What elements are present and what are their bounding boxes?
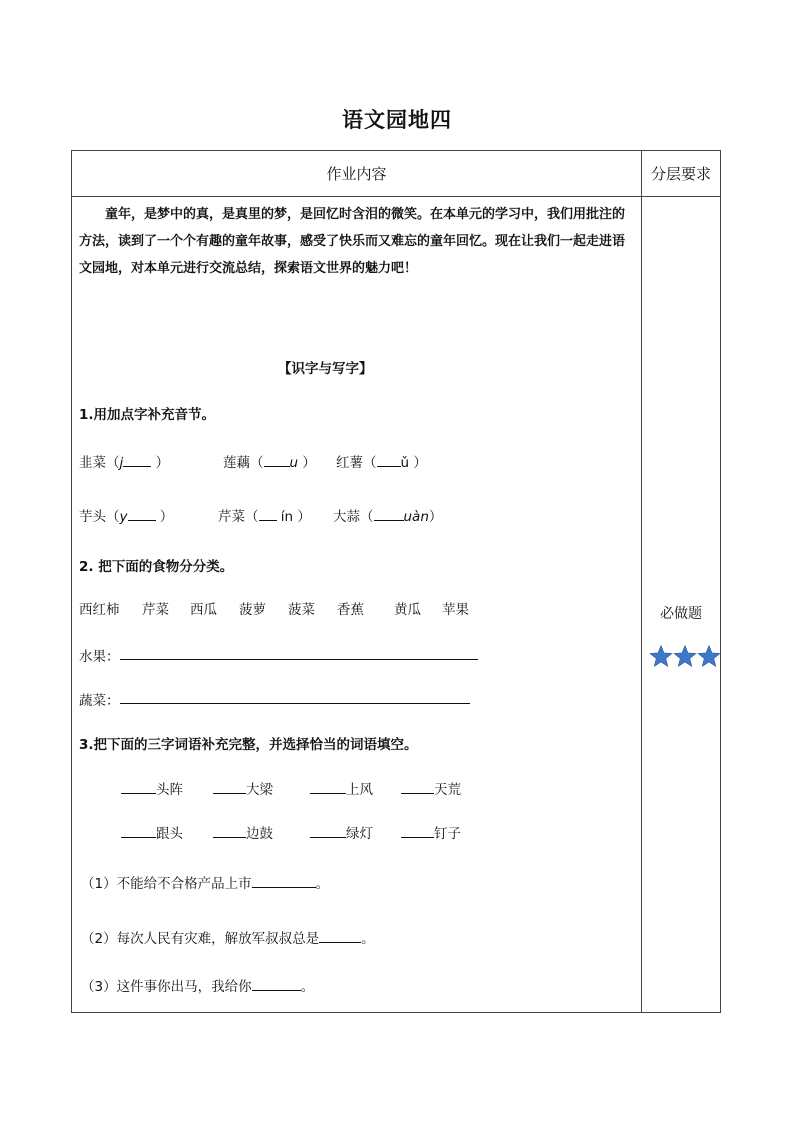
veg-label: 蔬菜： (79, 693, 120, 709)
food-item: 苹果 (442, 602, 469, 618)
food-item: 香蕉 (337, 602, 364, 618)
answer-blank[interactable] (121, 779, 156, 794)
word-item: 跟头 (121, 822, 183, 842)
fruit-label: 水果： (79, 649, 120, 665)
header-divider (72, 196, 720, 197)
word-item: 头阵 (121, 778, 183, 798)
header-level: 分层要求 (650, 165, 711, 183)
word-item: 钉子 (401, 822, 461, 842)
intro-paragraph: 童年，是梦中的真，是真里的梦，是回忆时含泪的微笑。在本单元的学习中，我们用批注的方法，读到了一个个有趣的童年故事，感受了快乐而又难忘的童年回忆。现在让我们一起走进语文园地，对本单元进行交流总结，探索语文世界的魅力吧！ (79, 207, 626, 276)
answer-blank[interactable] (319, 928, 361, 943)
q1-item: 莲藕（ u ） (223, 451, 316, 471)
section-heading: 【识字与写字】 (278, 361, 373, 377)
page-title: 语文园地四 (342, 108, 452, 132)
q1-item: 红薯（ ǔ ） (336, 451, 427, 471)
word-item: 大梁 (213, 778, 273, 798)
q1-title: 1.用加点字补充音节。 (79, 407, 216, 423)
answer-blank[interactable] (213, 823, 246, 838)
food-item: 西红柿 (79, 602, 120, 618)
q1-item: 芹菜（ ín ） (218, 505, 311, 525)
sentence-3: （3）这件事你出马，我给你 。 (81, 975, 314, 995)
q2-title: 2. 把下面的食物分分类。 (79, 559, 234, 575)
answer-blank[interactable] (377, 452, 401, 467)
q1-item: 大蒜（ uàn） (333, 505, 442, 525)
star-icon (650, 646, 672, 667)
answer-blank[interactable] (310, 823, 346, 838)
answer-blank[interactable] (213, 779, 246, 794)
food-item: 西瓜 (190, 602, 217, 618)
word-item: 天荒 (401, 778, 461, 798)
fruit-answer-line[interactable] (120, 659, 478, 660)
answer-blank[interactable] (128, 506, 156, 521)
answer-blank[interactable] (252, 976, 301, 991)
food-item: 黄瓜 (394, 602, 421, 618)
word-item: 边鼓 (213, 822, 273, 842)
answer-blank[interactable] (401, 779, 434, 794)
sentence-1: （1）不能给不合格产品上市 。 (81, 872, 329, 892)
answer-blank[interactable] (401, 823, 434, 838)
word-item: 绿灯 (310, 822, 373, 842)
answer-blank[interactable] (310, 779, 346, 794)
food-item: 芹菜 (142, 602, 169, 618)
word-item: 上风 (310, 778, 373, 798)
sentence-2: （2）每次人民有灾难，解放军叔叔总是 。 (81, 927, 375, 947)
answer-blank[interactable] (264, 452, 290, 467)
food-item: 菠菜 (288, 602, 315, 618)
star-icon (674, 646, 696, 667)
header-content: 作业内容 (326, 165, 387, 183)
answer-blank[interactable] (374, 506, 404, 521)
answer-blank[interactable] (259, 506, 277, 521)
level-label: 必做题 (660, 606, 702, 622)
veg-answer-line[interactable] (120, 703, 470, 704)
answer-blank[interactable] (121, 823, 156, 838)
q3-title: 3.把下面的三字词语补充完整，并选择恰当的词语填空。 (79, 737, 418, 753)
q1-item: 芋头（y ） (79, 505, 173, 525)
q1-item: 韭菜（j ） (79, 451, 169, 471)
column-divider (641, 151, 642, 1012)
food-item: 菠萝 (239, 602, 266, 618)
answer-blank[interactable] (252, 873, 316, 888)
star-icon (698, 646, 720, 667)
difficulty-stars (649, 643, 721, 669)
answer-blank[interactable] (123, 452, 151, 467)
homework-table (71, 150, 721, 1013)
